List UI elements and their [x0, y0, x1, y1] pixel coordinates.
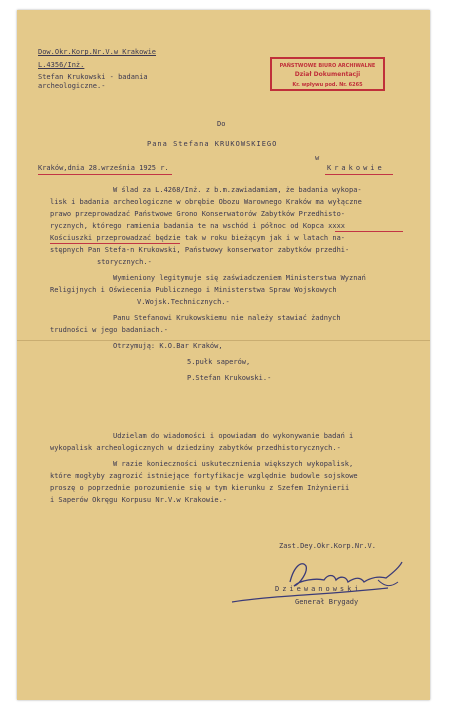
kosciuszki-underline [50, 243, 180, 244]
body-line: rycznych, którego ramienia badania te na wschód i północ od Kopca xxxx [50, 222, 346, 230]
kopiec-underline [335, 231, 403, 232]
handwritten-signature [228, 552, 418, 612]
signature-name: Dziewanowski [275, 585, 362, 593]
body-line: V.Wojsk.Technicznych.- [137, 298, 230, 306]
archive-stamp [270, 57, 385, 91]
body-line: Udzielam do wiadomości i opowiadam do wykonywanie badań i [113, 432, 354, 440]
body-line: Kościuszki przeprowadzać będzie tak w roku bieżącym jak i w latach na- [50, 234, 346, 242]
reference-number: L.4356/Inż. [38, 61, 85, 69]
body-line: proszę o poprzednie porozumienie się w tym kierunku z Szefem Inżynierii [50, 484, 350, 492]
stamp-line-1: PAŃSTWOWE BIURO ARCHIWALNE [279, 63, 376, 69]
body-line: wykopalisk archeologicznych w dziedziny zabytków przedhistorycznych.- [50, 444, 341, 452]
recipient-item: 5.pułk saperów, [187, 358, 251, 366]
body-line: które mogłyby zagrozić istniejące fortyfikacje względnie budowle sojskowe [50, 472, 358, 480]
body-line: storycznych.- [97, 258, 152, 266]
body-line: W razie konieczności uskutecznienia większych wykopalisk, [113, 460, 354, 468]
address-to: Do [217, 120, 226, 128]
body-line: W ślad za L.4268/Inż. z b.m.zawiadamiam, że badania wykopa- [113, 186, 362, 194]
date-line: Kraków,dnia 28.września 1925 r. [38, 164, 169, 172]
signature-unit: Zast.Dey.Okr.Korp.Nr.V. [279, 542, 376, 550]
recipient-item: P.Stefan Krukowski.- [187, 374, 272, 382]
stamp-line-3: Kr. wpływu pod. Nr. 6265 [292, 82, 363, 88]
subject-line-1: Stefan Krukowski - badania [38, 73, 148, 81]
subject-line-2: archeologiczne.- [38, 82, 106, 90]
address-w: w [315, 154, 320, 162]
body-line: Wymieniony legitymuje się zaświadczeniem Ministerstwa Wyznań [113, 274, 366, 282]
body-line: trudności w jego badaniach.- [50, 326, 169, 334]
recipients-label: Otrzymują: K.O.Bar Kraków, [113, 342, 223, 350]
body-line: lisk i badania archeologiczne w obrębie Obozu Warownego Kraków ma wyłączne [50, 198, 362, 206]
address-city: Krakowie [327, 164, 385, 172]
body-line: Religijnych i Oświecenia Publicznego i Ministerstwa Spraw Wojskowych [50, 286, 337, 294]
city-underline [325, 174, 393, 175]
body-line: prawo przeprowadzać Państwowe Grono Konserwatorów Zabytków Przedhisto- [50, 210, 346, 218]
signature-rank: Generał Brygady [295, 598, 359, 606]
stamp-line-2: Dział Dokumentacji [294, 71, 361, 78]
recipient-name: Pana Stefana KRUKOWSKIEGO [147, 140, 278, 148]
body-line: i Saperów Okręgu Korpusu Nr.V.w Krakowie.- [50, 496, 228, 504]
fold-line [17, 340, 430, 341]
body-line: Panu Stefanowi Krukowskiemu nie należy stawiać żadnych [113, 314, 341, 322]
sender-unit: Dow.Okr.Korp.Nr.V.w Krakowie [38, 48, 157, 56]
body-line: stępnych Pan Stefa-n Krukowski, Państwowy konserwator zabytków przedhi- [50, 246, 350, 254]
date-underline [38, 174, 172, 175]
